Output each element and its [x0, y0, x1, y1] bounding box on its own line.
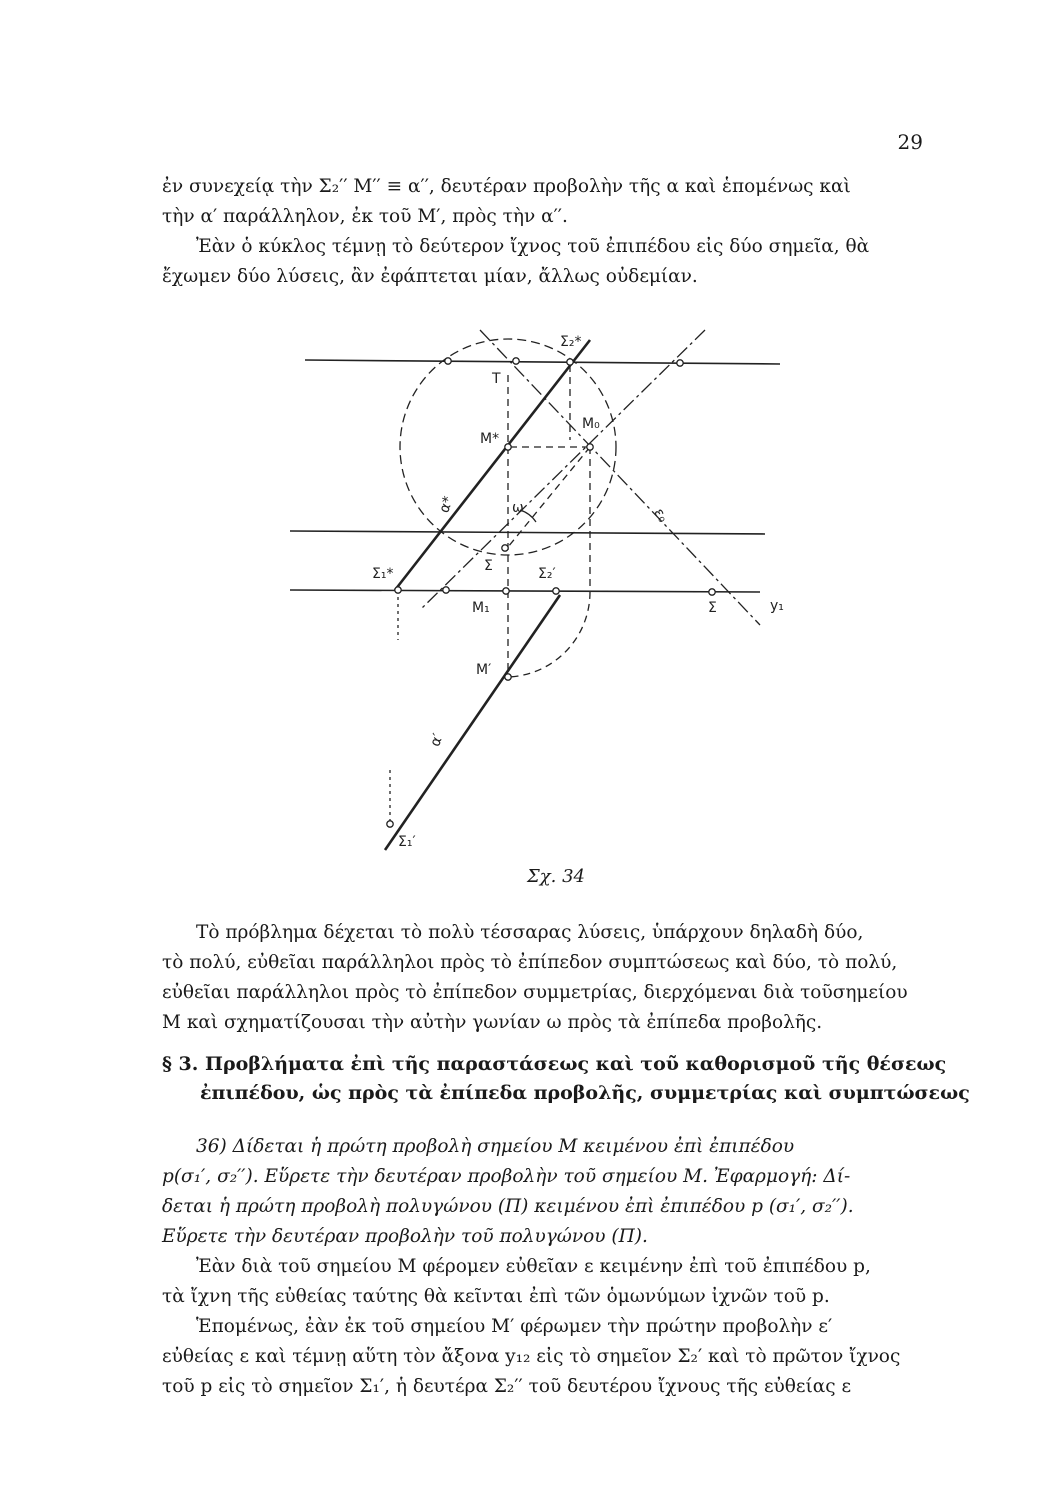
- horizontal-line-top: [305, 360, 780, 364]
- text-line: δεται ἡ πρώτη προβολὴ πολυγώνου (Π) κειμένου ἐπὶ ἐπιπέδου p (σ₁′, σ₂′′).: [162, 1196, 854, 1217]
- dashed-arc: [508, 592, 590, 677]
- text-line: Ἐὰν διὰ τοῦ σημείου M φέρομεν εὐθεῖαν ε κειμένην ἐπὶ τοῦ ἐπιπέδου p,: [196, 1256, 871, 1277]
- label-sigma2-prime: Σ₂′: [538, 566, 556, 582]
- label-alpha-star: α*: [436, 494, 457, 516]
- dashdot-line: [420, 330, 705, 610]
- paragraph-consequently: [162, 1312, 922, 1402]
- label-t: T: [492, 371, 501, 387]
- label-sigma2-star: Σ₂*: [560, 334, 582, 350]
- paragraph-traces: [162, 1252, 922, 1312]
- label-sigma-right: Σ: [708, 600, 717, 616]
- label-m-star: M*: [480, 431, 500, 447]
- text-line: τὸ πολύ, εὐθεῖαι παράλληλοι πρὸς τὸ ἐπίπεδον συμπτώσεως καὶ δύο, τὸ πολύ,: [162, 952, 898, 973]
- text-line: τὰ ἴχνη τῆς εὐθείας ταύτης θὰ κεῖνται ἐπὶ τῶν ὁμωνύμων ἰχνῶν τοῦ p.: [162, 1286, 830, 1307]
- problem-36: [162, 1132, 922, 1252]
- text-line: p(σ₁′, σ₂′′). Εὕρετε τὴν δευτέραν προβολὴν τοῦ σημείου M. Ἐφαρμογή: Δί-: [162, 1166, 851, 1187]
- heading-line: ἐπιπέδου, ὡς πρὸς τὰ ἐπίπεδα προβολῆς, συμμετρίας καὶ συμπτώσεως: [200, 1082, 970, 1104]
- label-omega: ω: [512, 500, 524, 516]
- text-line: ἔχωμεν δύο λύσεις, ἂν ἐφάπτεται μίαν, ἄλλως οὐδεμίαν.: [162, 266, 698, 287]
- label-m0: M₀: [582, 416, 600, 432]
- section-heading: [162, 1050, 970, 1108]
- text-line: εὐθεῖαι παράλληλοι πρὸς τὸ ἐπίπεδον συμμετρίας, διερχόμεναι διὰ τοῦσημείου: [162, 982, 908, 1003]
- label-m1: M₁: [472, 600, 490, 616]
- label-y1: y₁: [770, 598, 784, 614]
- text-line: Ἐὰν ὁ κύκλος τέμνῃ τὸ δεύτερον ἴχνος τοῦ ἐπιπέδου εἰς δύο σημεῖα, θὰ: [196, 236, 870, 257]
- label-alpha-prime: α′: [427, 731, 447, 749]
- label-sigma: Σ: [484, 558, 493, 574]
- text-line: τοῦ p εἰς τὸ σημεῖον Σ₁′, ἡ δευτέρα Σ₂′′ τοῦ δευτέρου ἴχνους τῆς εὐθείας ε: [162, 1376, 852, 1397]
- text-line: M καὶ σχηματίζουσαι τὴν αὐτὴν γωνίαν ω πρὸς τὰ ἐπίπεδα προβολῆς.: [162, 1012, 823, 1033]
- label-sigma1-prime: Σ₁′: [398, 834, 416, 850]
- text-line: Ἑπομένως, ἐὰν ἐκ τοῦ σημείου M′ φέρωμεν τὴν πρώτην προβολὴν ε′: [196, 1316, 833, 1337]
- heading-line: § 3. Προβλήματα ἐπὶ τῆς παραστάσεως καὶ τοῦ καθορισμοῦ τῆς θέσεως: [162, 1053, 947, 1075]
- horizontal-line-middle: [290, 531, 765, 534]
- figure-caption: Σχ. 34: [527, 866, 585, 887]
- page-number: 29: [897, 130, 923, 154]
- text-line: εὐθείας ε καὶ τέμνῃ αὕτη τὸν ἄξονα y₁₂ εἰς τὸ σημεῖον Σ₂′ καὶ τὸ πρῶτον ἴχνος: [162, 1346, 901, 1367]
- text-line: ἐν συνεχείᾳ τὴν Σ₂′′ M′′ ≡ α′′, δευτέραν προβολὴν τῆς α καὶ ἑπομένως καὶ: [162, 176, 851, 197]
- text-line: Τὸ πρόβλημα δέχεται τὸ πολὺ τέσσαρας λύσεις, ὑπάρχουν δηλαδὴ δύο,: [196, 922, 864, 943]
- text-line: τὴν α′ παράλληλον, ἐκ τοῦ M′, πρὸς τὴν α′′.: [162, 206, 568, 227]
- paragraph-solutions: [162, 918, 922, 1038]
- label-eps0: ε₀: [650, 505, 671, 526]
- label-sigma1-star: Σ₁*: [372, 566, 394, 582]
- line-alpha-prime: [385, 595, 560, 850]
- line-eps0: [480, 330, 760, 625]
- axis-line-y1: [290, 590, 760, 592]
- text-line: Εὕρετε τὴν δευτέραν προβολὴν τοῦ πολυγώνου (Π).: [162, 1226, 648, 1247]
- text-line: 36) Δίδεται ἡ πρώτη προβολὴ σημείου M κειμένου ἐπὶ ἐπιπέδου: [196, 1136, 795, 1157]
- label-m-prime: M′: [476, 662, 492, 678]
